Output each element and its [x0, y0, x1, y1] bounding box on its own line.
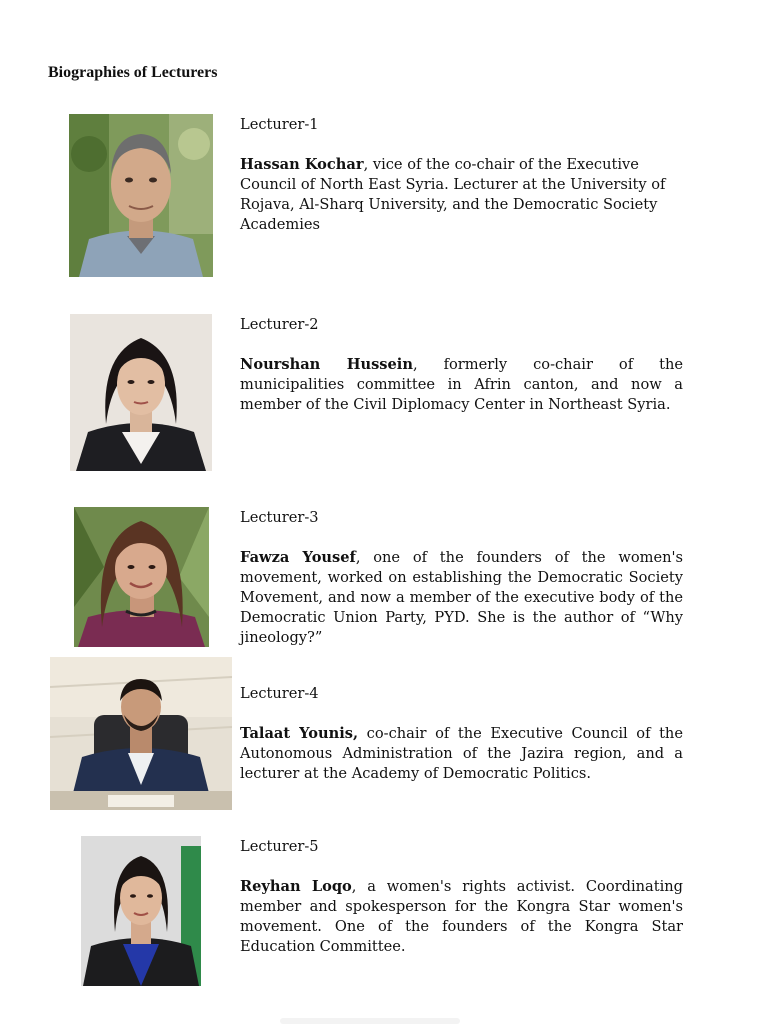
lecturer-5-photo — [81, 836, 201, 986]
lecturer-3-photo — [74, 507, 209, 647]
lecturer-5-description: , a women's rights activist. Coordinating member and spokesperson for the Kongra Star women's movement. One of the founders of the Kongra Star Education Committee. — [240, 878, 683, 955]
lecturer-1-text — [240, 115, 683, 235]
lecturer-3-text — [240, 508, 683, 648]
lecturer-2-name: Nourshan Hussein — [240, 356, 413, 373]
lecturer-3-label: Lecturer-3 — [240, 509, 319, 526]
lecturer-4-label: Lecturer-4 — [240, 685, 319, 702]
lecturer-5-name: Reyhan Loqo — [240, 878, 352, 895]
lecturer-5-bio — [240, 877, 683, 957]
lecturer-4-text — [240, 684, 683, 784]
lecturer-3-description: , one of the founders of the women's movement, worked on establishing the Democratic Society Movement, and now a member of the executive body of the Democratic Union Party, PYD. She is the author of “Why jineology?” — [240, 549, 683, 646]
lecturer-4-bio — [240, 724, 683, 784]
page-title: Biographies of Lecturers — [48, 64, 218, 81]
lecturer-1-name: Hassan Kochar — [240, 156, 364, 173]
lecturer-3-name: Fawza Yousef — [240, 549, 356, 566]
lecturer-2-label: Lecturer-2 — [240, 316, 319, 333]
lecturer-4-name: Talaat Younis, — [240, 725, 359, 742]
lecturer-1-bio — [240, 155, 683, 235]
lecturer-1-description: , vice of the co-chair of the Executive Council of North East Syria. Lecturer at the University of Rojava, Al-Sharq University, and the Democratic Society Academies — [240, 156, 666, 233]
lecturer-2-text — [240, 315, 683, 415]
lecturer-2-photo — [70, 314, 212, 471]
lecturer-5-label: Lecturer-5 — [240, 838, 319, 855]
lecturer-4-photo — [50, 657, 232, 810]
lecturer-1-label: Lecturer-1 — [240, 116, 319, 133]
lecturer-4-description: co-chair of the Executive Council of the Autonomous Administration of the Jazira region, and a lecturer at the Academy of Democratic Politics. — [240, 725, 683, 782]
lecturer-1-photo — [69, 114, 213, 277]
lecturer-5-text — [240, 837, 683, 957]
lecturer-3-bio — [240, 548, 683, 648]
page-bottom-scroll-shadow — [280, 1018, 460, 1024]
lecturer-2-description: , formerly co-chair of the municipalities committee in Afrin canton, and now a member of the Civil Diplomacy Center in Northeast Syria. — [240, 356, 683, 413]
lecturer-2-bio — [240, 355, 683, 415]
